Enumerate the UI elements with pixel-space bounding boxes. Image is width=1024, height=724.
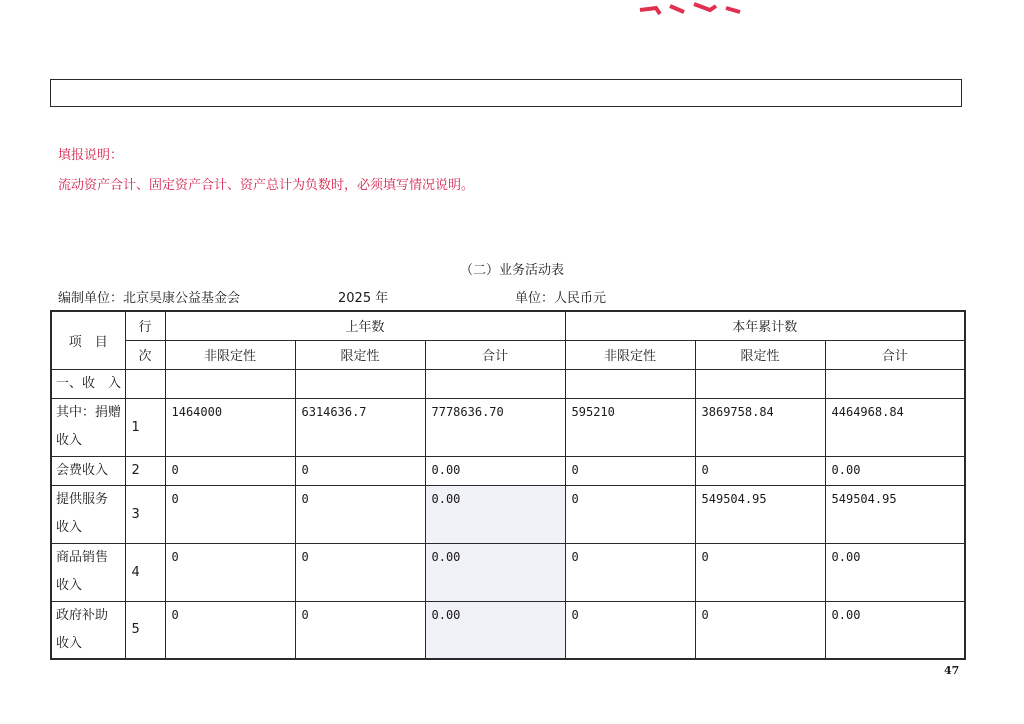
cell-prev-unrestricted: 0 <box>165 485 295 543</box>
cell-prev-restricted: 0 <box>295 485 425 543</box>
page-number: 47 <box>944 664 960 677</box>
red-stamp-fragment <box>636 0 746 16</box>
cell-curr-total: 549504.95 <box>825 485 965 543</box>
cell-curr-unrestricted: 0 <box>565 601 695 659</box>
cell-curr-total: 0.00 <box>825 543 965 601</box>
row-line: 4 <box>125 543 165 601</box>
header-item: 项 目 <box>51 311 125 369</box>
cell-prev-total: 0.00 <box>425 456 565 485</box>
cell-prev-unrestricted: 0 <box>165 456 295 485</box>
header-prev-restricted: 限定性 <box>295 340 425 369</box>
cell-prev-total: 7778636.70 <box>425 398 565 456</box>
header-line-bottom: 次 <box>125 340 165 369</box>
row-line: 2 <box>125 456 165 485</box>
cell-prev-restricted: 6314636.7 <box>295 398 425 456</box>
notes-title: 填报说明： <box>58 148 124 163</box>
cell-curr-total <box>825 369 965 398</box>
cell-curr-restricted: 0 <box>695 601 825 659</box>
header-curr-unrestricted: 非限定性 <box>565 340 695 369</box>
table-title: （二）业务活动表 <box>459 263 564 278</box>
cell-curr-unrestricted: 0 <box>565 485 695 543</box>
report-year: 2025 年 <box>338 291 389 306</box>
header-prev-total: 合计 <box>425 340 565 369</box>
cell-curr-restricted <box>695 369 825 398</box>
cell-prev-unrestricted <box>165 369 295 398</box>
cell-curr-unrestricted <box>565 369 695 398</box>
business-activity-table <box>50 310 966 660</box>
row-item: 会费收入 <box>51 456 125 485</box>
row-item: 商品销售 收入 <box>51 543 125 601</box>
cell-curr-restricted: 0 <box>695 456 825 485</box>
cell-prev-total: 0.00 <box>425 485 565 543</box>
cell-curr-total: 0.00 <box>825 456 965 485</box>
row-line: 1 <box>125 398 165 456</box>
cell-prev-restricted: 0 <box>295 543 425 601</box>
row-item: 一、收 入 <box>51 369 125 398</box>
notes-text: 流动资产合计、固定资产合计、资产总计为负数时，必须填写情况说明。 <box>58 178 475 193</box>
cell-prev-restricted: 0 <box>295 601 425 659</box>
organization-label: 编制单位：北京昊康公益基金会 <box>58 291 241 306</box>
cell-prev-unrestricted: 1464000 <box>165 398 295 456</box>
cell-prev-restricted: 0 <box>295 456 425 485</box>
cell-prev-restricted <box>295 369 425 398</box>
table-row <box>51 369 965 398</box>
table-row <box>51 485 965 543</box>
table-row <box>51 543 965 601</box>
cell-curr-total: 4464968.84 <box>825 398 965 456</box>
cell-prev-total: 0.00 <box>425 543 565 601</box>
header-curr-total: 合计 <box>825 340 965 369</box>
cell-prev-total <box>425 369 565 398</box>
cell-curr-unrestricted: 0 <box>565 543 695 601</box>
row-line: 3 <box>125 485 165 543</box>
row-line: 5 <box>125 601 165 659</box>
table-row <box>51 456 965 485</box>
cell-curr-total: 0.00 <box>825 601 965 659</box>
row-item: 政府补助 收入 <box>51 601 125 659</box>
previous-table-bottom-border <box>50 79 962 107</box>
table-row <box>51 601 965 659</box>
cell-curr-restricted: 0 <box>695 543 825 601</box>
header-current-year: 本年累计数 <box>565 311 965 340</box>
cell-curr-restricted: 3869758.84 <box>695 398 825 456</box>
cell-prev-total: 0.00 <box>425 601 565 659</box>
header-prev-year: 上年数 <box>165 311 565 340</box>
cell-prev-unrestricted: 0 <box>165 601 295 659</box>
row-line <box>125 369 165 398</box>
header-line-top: 行 <box>125 311 165 340</box>
cell-curr-restricted: 549504.95 <box>695 485 825 543</box>
cell-curr-unrestricted: 595210 <box>565 398 695 456</box>
header-curr-restricted: 限定性 <box>695 340 825 369</box>
cell-prev-unrestricted: 0 <box>165 543 295 601</box>
row-item: 其中：捐赠 收入 <box>51 398 125 456</box>
row-item: 提供服务 收入 <box>51 485 125 543</box>
header-prev-unrestricted: 非限定性 <box>165 340 295 369</box>
cell-curr-unrestricted: 0 <box>565 456 695 485</box>
currency-unit: 单位：人民币元 <box>515 291 607 306</box>
table-row <box>51 398 965 456</box>
